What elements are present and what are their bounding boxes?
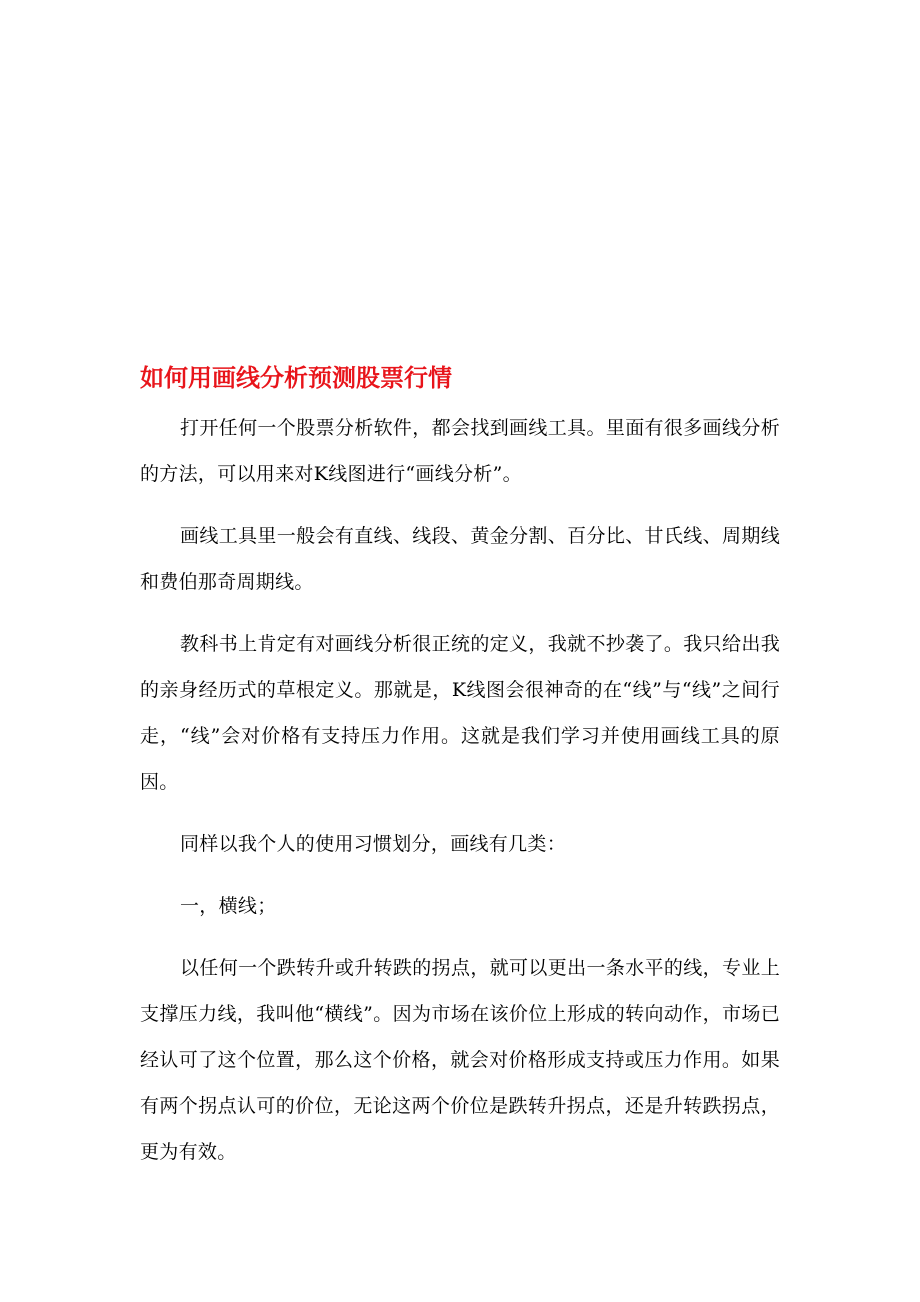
document-title: 如何用画线分析预测股票行情 [140,363,452,392]
document-body [140,357,780,1191]
paragraph-definition: 教科书上肯定有对画线分析很正统的定义，我就不抄袭了。我只给出我的亲身经历式的草根定义。那就是，K线图会很神奇的在“线”与“线”之间行走，“线”会对价格有支持压力作用。这就是我们学习并使用画线工具的原因。 [140,633,780,793]
paragraph-horizontal-line: 以任何一个跌转升或升转跌的拐点，就可以更出一条水平的线，专业上支撑压力线，我叫他“横线”。因为市场在该价位上形成的转向动作，市场已经认可了这个位置，那么这个价格，就会对价格形成支持或压力作用。如果有两个拐点认可的价位，无论这两个价位是跌转升拐点，还是升转跌拐点，更为有效。 [140,957,780,1163]
paragraph-categories: 同样以我个人的使用习惯划分，画线有几类： [180,833,567,855]
paragraph-intro: 打开任何一个股票分析软件，都会找到画线工具。里面有很多画线分析的方法，可以用来对K线图进行“画线分析”。 [140,417,780,485]
paragraph-tools: 画线工具里一般会有直线、线段、黄金分割、百分比、甘氏线、周期线和费伯那奇周期线。 [140,525,780,593]
paragraph-horizontal-heading: 一，横线； [180,895,277,917]
